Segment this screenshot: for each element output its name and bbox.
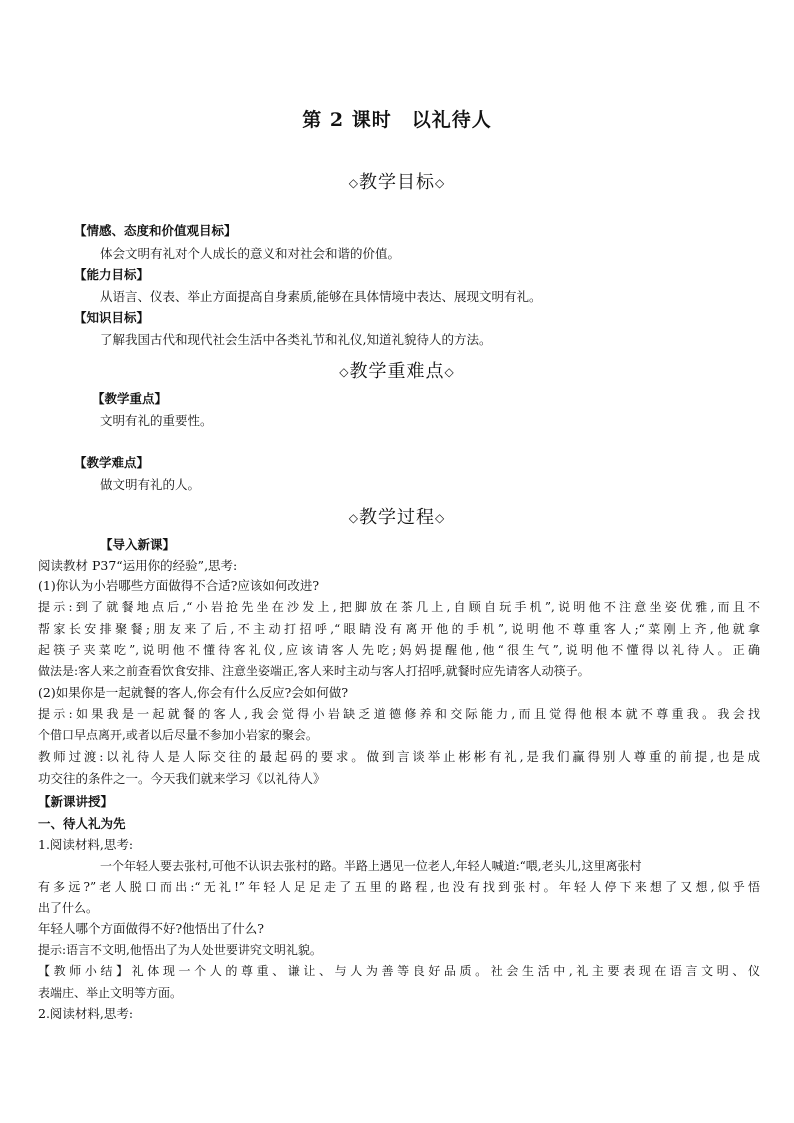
diamond-icon: ◇ bbox=[444, 365, 455, 379]
difficulty-heading: 【教学难点】 bbox=[74, 455, 150, 470]
hint-1-line-2: 帮家长安排聚餐;朋友来了后,不主动打招呼,“眼睛没有离开他的手机”,说明他不尊重客人;“菜刚上齐,他就拿 bbox=[38, 622, 760, 636]
part-1-heading: 一、待人礼为先 bbox=[38, 816, 126, 831]
hint-3: 提示:语言不文明,他悟出了为人处世要讲究文明礼貌。 bbox=[38, 943, 322, 957]
story-line-2: 有多远?”老人脱口而出:“无礼!”年轻人足足走了五里的路程,也没有找到张村。年轻人停下来想了又想,似乎悟 bbox=[38, 880, 760, 894]
question-3: 年轻人哪个方面做得不好?他悟出了什么? bbox=[38, 921, 264, 936]
diamond-icon: ◇ bbox=[348, 176, 359, 190]
section-heading-goals bbox=[0, 168, 794, 194]
hint-1-line-3: 起筷子夹菜吃”,说明他不懂待客礼仪,应该请客人先吃;妈妈提醒他,他“很生气”,说明他不懂得以礼待人。正确 bbox=[38, 643, 760, 657]
hint-1-line-4: 做法是:客人来之前查看饮食安排、注意坐姿端正,客人来时主动与客人打招呼,就餐时应先请客人动筷子。 bbox=[38, 664, 590, 678]
read-instruction: 阅读教材 P37“运用你的经验”,思考: bbox=[38, 558, 238, 573]
hint-2-line-1: 提示:如果我是一起就餐的客人,我会觉得小岩缺乏道德修养和交际能力,而且觉得他根本就不尊重我。我会找 bbox=[38, 707, 760, 721]
teacher-transition-line-1: 教师过渡:以礼待人是人际交往的最起码的要求。做到言谈举止彬彬有礼,是我们赢得别人尊重的前提,也是成 bbox=[38, 749, 760, 764]
emotion-goal-heading: 【情感、态度和价值观目标】 bbox=[74, 223, 237, 238]
teacher-summary-line-1: 【教师小结】礼体现一个人的尊重、谦让、与人为善等良好品质。社会生活中,礼主要表现在语言文明、仪 bbox=[38, 964, 760, 978]
diamond-icon: ◇ bbox=[435, 176, 446, 190]
intro-heading: 【导入新课】 bbox=[100, 537, 176, 552]
diamond-icon: ◇ bbox=[348, 511, 359, 525]
knowledge-goal-text: 了解我国古代和现代社会生活中各类礼节和礼仪,知道礼貌待人的方法。 bbox=[100, 332, 492, 347]
section-heading-keypoints bbox=[0, 357, 794, 383]
difficulty-text: 做文明有礼的人。 bbox=[100, 477, 201, 492]
emotion-goal-text: 体会文明有礼对个人成长的意义和对社会和谐的价值。 bbox=[100, 246, 401, 261]
key-point-text: 文明有礼的重要性。 bbox=[100, 413, 213, 428]
hint-1-line-1: 提示:到了就餐地点后,“小岩抢先坐在沙发上,把脚放在茶几上,自顾自玩手机”,说明他不注意坐姿优雅,而且不 bbox=[38, 600, 760, 614]
section-title: 教学过程 bbox=[359, 507, 435, 528]
material-2-heading: 2.阅读材料,思考: bbox=[38, 1006, 134, 1021]
section-title: 教学目标 bbox=[359, 172, 435, 193]
question-1: (1)你认为小岩哪些方面做得不合适?应该如何改进? bbox=[38, 578, 320, 593]
key-point-heading: 【教学重点】 bbox=[92, 391, 168, 406]
story-line-3: 出了什么。 bbox=[38, 901, 99, 915]
teacher-summary-line-2: 表端庄、举止文明等方面。 bbox=[38, 986, 183, 1000]
section-title: 教学重难点 bbox=[349, 361, 445, 382]
knowledge-goal-heading: 【知识目标】 bbox=[74, 310, 150, 325]
teacher-transition-line-2: 功交往的条件之一。今天我们就来学习《以礼待人》 bbox=[38, 771, 326, 786]
diamond-icon: ◇ bbox=[339, 365, 350, 379]
story-line-1: 一个年轻人要去张村,可他不认识去张村的路。半路上遇见一位老人,年轻人喊道:“喂,老头儿,这里离张村 bbox=[100, 859, 642, 873]
section-heading-process bbox=[0, 503, 794, 529]
new-lesson-heading: 【新课讲授】 bbox=[38, 794, 114, 809]
question-2: (2)如果你是一起就餐的客人,你会有什么反应?会如何做? bbox=[38, 685, 349, 700]
material-1-heading: 1.阅读材料,思考: bbox=[38, 837, 134, 852]
lesson-title: 第 2 课时 以礼待人 bbox=[302, 109, 492, 131]
ability-goal-heading: 【能力目标】 bbox=[74, 267, 150, 282]
diamond-icon: ◇ bbox=[435, 511, 446, 525]
hint-2-line-2: 个借口早点离开,或者以后尽量不参加小岩家的聚会。 bbox=[38, 728, 318, 742]
ability-goal-text: 从语言、仪表、举止方面提高自身素质,能够在具体情境中表达、展现文明有礼。 bbox=[100, 289, 542, 304]
